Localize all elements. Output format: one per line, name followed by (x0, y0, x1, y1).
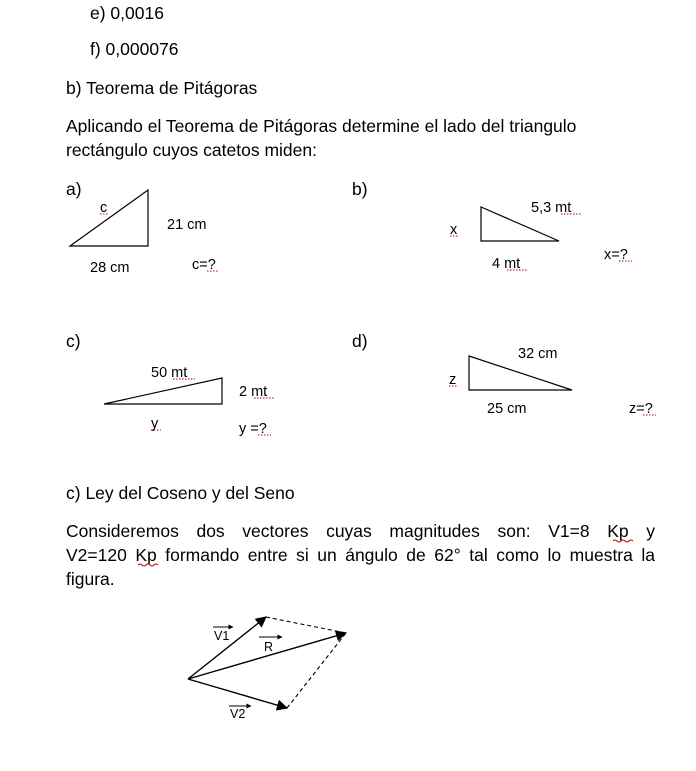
section-b-heading: b) Teorema de Pitágoras (66, 78, 258, 98)
dashed-side-top (266, 617, 346, 633)
problem-a-label: a) (66, 179, 82, 199)
triangle-b-question: x=? (604, 247, 628, 263)
list-item-f: f) 0,000076 (90, 39, 179, 59)
triangle-d-base: 25 cm (487, 401, 527, 417)
problem-d-label: d) (352, 331, 368, 351)
problem-c-label: c) (66, 331, 81, 351)
triangle-a-question: c=? (192, 257, 216, 273)
vector-v1-arrow (188, 617, 266, 679)
triangle-a-base: 28 cm (90, 260, 130, 276)
triangle-b-base: 4 mt (492, 256, 521, 272)
problem-b-label: b) (352, 179, 368, 199)
section-c-heading: c) Ley del Coseno y del Seno (66, 483, 295, 503)
triangle-a-vertical-side: 21 cm (167, 217, 207, 233)
vector-r-label: R (264, 640, 274, 654)
section-c-paragraph-line2: V2=120 Kp formando entre si un ángulo de 62° tal como lo muestra la (66, 545, 655, 565)
triangle-b-hypotenuse: 5,3 mt (531, 200, 572, 216)
vector-v2-arrow (188, 679, 287, 708)
triangle-c-vertical-side: 2 mt (239, 384, 268, 400)
dashed-side-right (287, 633, 346, 708)
vector-v2-label: V2 (230, 707, 246, 721)
triangle-a-side-c: c (100, 200, 108, 216)
section-b-intro-line2: rectángulo cuyos catetos miden: (66, 140, 317, 160)
triangle-d-question: z=? (629, 401, 653, 417)
section-c-paragraph-line3: figura. (66, 569, 115, 589)
section-c-paragraph-line1: Consideremos dos vectores cuyas magnitudes son: V1=8 Kp y (66, 521, 655, 541)
triangle-d-vertical-side: z (449, 372, 457, 388)
triangle-c-hypotenuse: 50 mt (151, 365, 188, 381)
triangle-b-vertical-side: x (450, 222, 458, 238)
triangle-c-base: y (151, 416, 159, 432)
list-item-e: e) 0,0016 (90, 3, 164, 23)
vector-v1-label: V1 (214, 629, 230, 643)
triangle-d-hypotenuse: 32 cm (518, 346, 558, 362)
section-b-intro-line1: Aplicando el Teorema de Pitágoras determine el lado del triangulo (66, 116, 577, 136)
triangle-c-question: y =? (239, 421, 267, 437)
